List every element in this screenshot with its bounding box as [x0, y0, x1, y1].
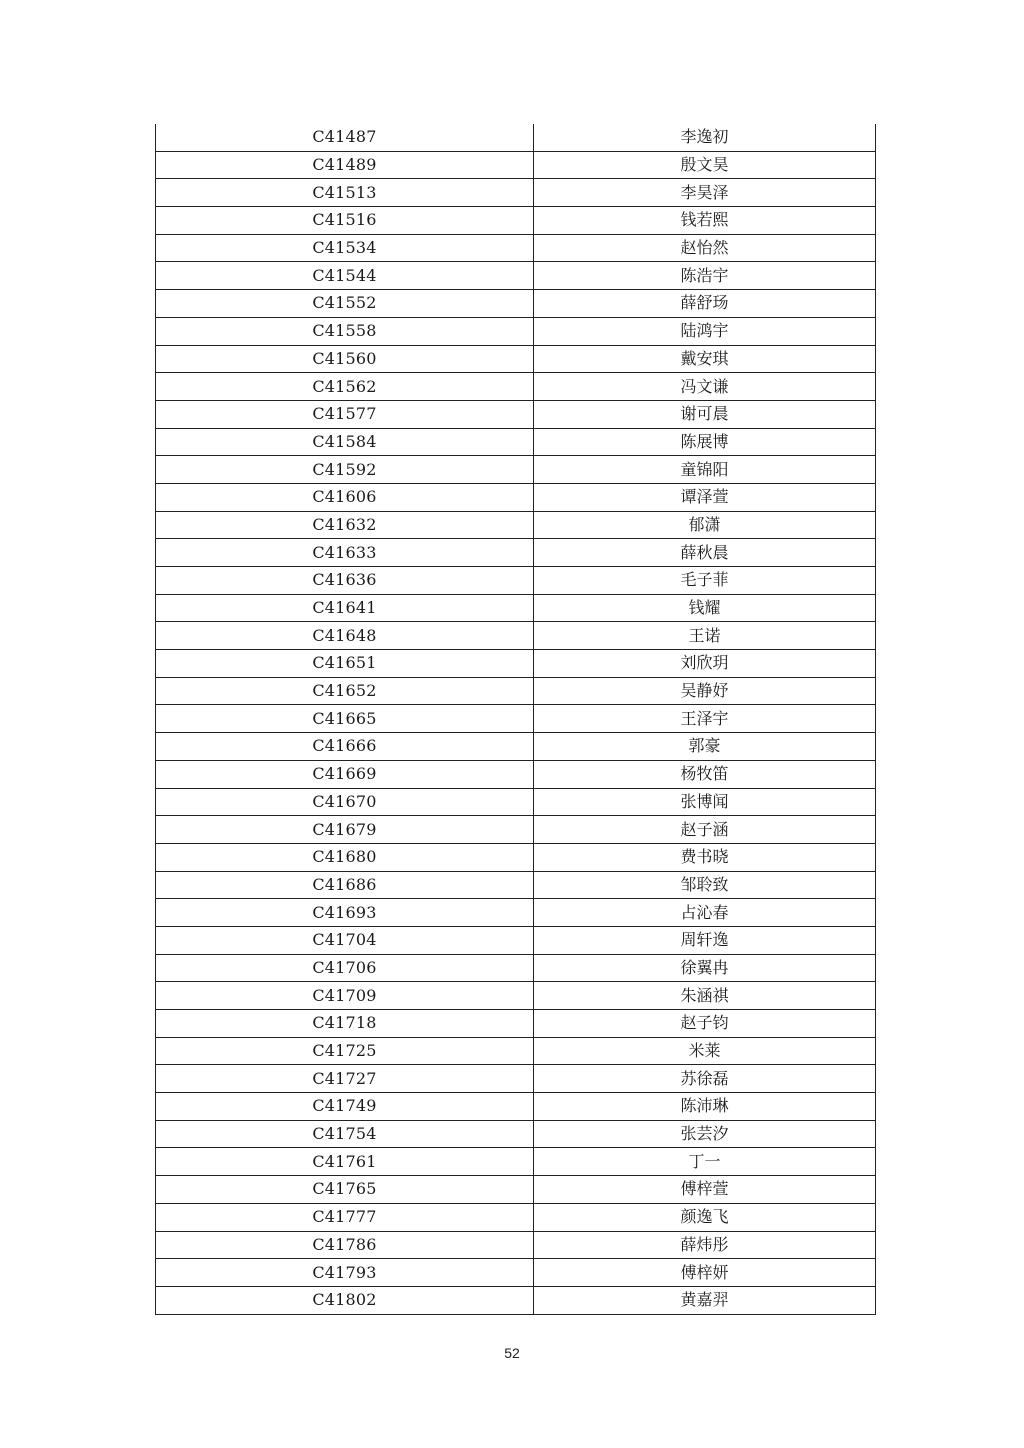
student-name-cell: 朱涵祺 [534, 982, 876, 1010]
table-row [156, 1010, 876, 1038]
student-name-cell: 钱耀 [534, 594, 876, 622]
table-row [156, 1203, 876, 1231]
student-name-cell: 傅梓妍 [534, 1259, 876, 1287]
table-row [156, 871, 876, 899]
table-row [156, 1120, 876, 1148]
table-row [156, 1259, 876, 1287]
student-id-cell: C41777 [156, 1203, 534, 1231]
table-row [156, 1176, 876, 1204]
student-name-cell: 王诺 [534, 622, 876, 650]
student-name-cell: 薛舒玚 [534, 290, 876, 318]
table-row [156, 151, 876, 179]
student-name-cell: 钱若熙 [534, 207, 876, 235]
table-row [156, 1093, 876, 1121]
student-name-cell: 张博闻 [534, 788, 876, 816]
student-name-cell: 邹聆致 [534, 871, 876, 899]
student-id-cell: C41552 [156, 290, 534, 318]
student-id-cell: C41727 [156, 1065, 534, 1093]
student-id-cell: C41632 [156, 511, 534, 539]
student-name-cell: 颜逸飞 [534, 1203, 876, 1231]
table-row [156, 428, 876, 456]
student-name-cell: 戴安琪 [534, 345, 876, 373]
student-name-cell: 谭泽萱 [534, 483, 876, 511]
student-id-cell: C41641 [156, 594, 534, 622]
student-id-cell: C41558 [156, 317, 534, 345]
student-id-cell: C41516 [156, 207, 534, 235]
table-row [156, 650, 876, 678]
table-row [156, 179, 876, 207]
table-row [156, 234, 876, 262]
table-row [156, 511, 876, 539]
table-row [156, 816, 876, 844]
table-row [156, 622, 876, 650]
student-name-cell: 刘欣玥 [534, 650, 876, 678]
student-id-cell: C41487 [156, 124, 534, 151]
table-row [156, 788, 876, 816]
student-name-cell: 李逸初 [534, 124, 876, 151]
student-id-cell: C41636 [156, 567, 534, 595]
student-id-cell: C41706 [156, 954, 534, 982]
student-id-cell: C41761 [156, 1148, 534, 1176]
table-row [156, 1065, 876, 1093]
student-name-cell: 费书晓 [534, 843, 876, 871]
student-id-cell: C41765 [156, 1176, 534, 1204]
student-id-cell: C41693 [156, 899, 534, 927]
student-id-cell: C41544 [156, 262, 534, 290]
student-id-cell: C41489 [156, 151, 534, 179]
student-id-cell: C41704 [156, 926, 534, 954]
student-id-cell: C41651 [156, 650, 534, 678]
student-id-cell: C41793 [156, 1259, 534, 1287]
student-id-cell: C41749 [156, 1093, 534, 1121]
table-row [156, 373, 876, 401]
roster-table [155, 124, 876, 1315]
student-name-cell: 丁一 [534, 1148, 876, 1176]
student-name-cell: 米莱 [534, 1037, 876, 1065]
table-row [156, 483, 876, 511]
student-name-cell: 郁潇 [534, 511, 876, 539]
student-id-cell: C41718 [156, 1010, 534, 1038]
student-id-cell: C41592 [156, 456, 534, 484]
table-row [156, 954, 876, 982]
student-id-cell: C41802 [156, 1286, 534, 1314]
student-id-cell: C41577 [156, 400, 534, 428]
table-row [156, 677, 876, 705]
student-name-cell: 郭豪 [534, 733, 876, 761]
student-id-cell: C41669 [156, 760, 534, 788]
student-id-cell: C41709 [156, 982, 534, 1010]
table-row [156, 567, 876, 595]
student-id-cell: C41679 [156, 816, 534, 844]
student-name-cell: 杨牧笛 [534, 760, 876, 788]
student-name-cell: 赵子钧 [534, 1010, 876, 1038]
student-id-cell: C41513 [156, 179, 534, 207]
student-name-cell: 陈浩宇 [534, 262, 876, 290]
student-id-cell: C41652 [156, 677, 534, 705]
student-name-cell: 殷文昊 [534, 151, 876, 179]
student-name-cell: 周轩逸 [534, 926, 876, 954]
student-name-cell: 徐翼冉 [534, 954, 876, 982]
student-id-cell: C41633 [156, 539, 534, 567]
table-row [156, 207, 876, 235]
student-name-cell: 吴静妤 [534, 677, 876, 705]
table-row [156, 290, 876, 318]
student-name-cell: 陈展博 [534, 428, 876, 456]
student-id-cell: C41665 [156, 705, 534, 733]
student-name-cell: 冯文谦 [534, 373, 876, 401]
student-name-cell: 谢可晨 [534, 400, 876, 428]
student-name-cell: 陆鸿宇 [534, 317, 876, 345]
table-row [156, 899, 876, 927]
table-row [156, 345, 876, 373]
student-name-cell: 李昊泽 [534, 179, 876, 207]
student-id-cell: C41686 [156, 871, 534, 899]
page-number: 52 [504, 1345, 520, 1361]
table-row [156, 456, 876, 484]
student-id-cell: C41666 [156, 733, 534, 761]
table-row [156, 926, 876, 954]
student-name-cell: 傅梓萱 [534, 1176, 876, 1204]
table-row [156, 594, 876, 622]
student-name-cell: 陈沛琳 [534, 1093, 876, 1121]
student-id-cell: C41786 [156, 1231, 534, 1259]
student-id-cell: C41680 [156, 843, 534, 871]
student-id-cell: C41562 [156, 373, 534, 401]
student-name-cell: 毛子菲 [534, 567, 876, 595]
table-row [156, 1231, 876, 1259]
student-name-cell: 赵子涵 [534, 816, 876, 844]
student-name-cell: 占沁春 [534, 899, 876, 927]
student-id-cell: C41584 [156, 428, 534, 456]
student-id-cell: C41534 [156, 234, 534, 262]
student-id-cell: C41725 [156, 1037, 534, 1065]
table-row [156, 317, 876, 345]
student-name-cell: 苏徐磊 [534, 1065, 876, 1093]
student-name-cell: 赵怡然 [534, 234, 876, 262]
table-row [156, 982, 876, 1010]
table-row [156, 262, 876, 290]
table-row [156, 733, 876, 761]
table-row [156, 1037, 876, 1065]
student-id-cell: C41648 [156, 622, 534, 650]
student-id-cell: C41670 [156, 788, 534, 816]
table-row [156, 760, 876, 788]
table-row [156, 539, 876, 567]
student-name-cell: 黄嘉羿 [534, 1286, 876, 1314]
student-name-cell: 张芸汐 [534, 1120, 876, 1148]
student-id-cell: C41754 [156, 1120, 534, 1148]
table-row [156, 124, 876, 151]
table-row [156, 843, 876, 871]
student-name-cell: 薛秋晨 [534, 539, 876, 567]
table-row [156, 1148, 876, 1176]
student-name-cell: 薛炜彤 [534, 1231, 876, 1259]
table-row [156, 400, 876, 428]
student-name-cell: 童锦阳 [534, 456, 876, 484]
student-id-cell: C41606 [156, 483, 534, 511]
student-id-cell: C41560 [156, 345, 534, 373]
roster-table-body [156, 124, 876, 1314]
table-row [156, 705, 876, 733]
table-row [156, 1286, 876, 1314]
student-name-cell: 王泽宇 [534, 705, 876, 733]
